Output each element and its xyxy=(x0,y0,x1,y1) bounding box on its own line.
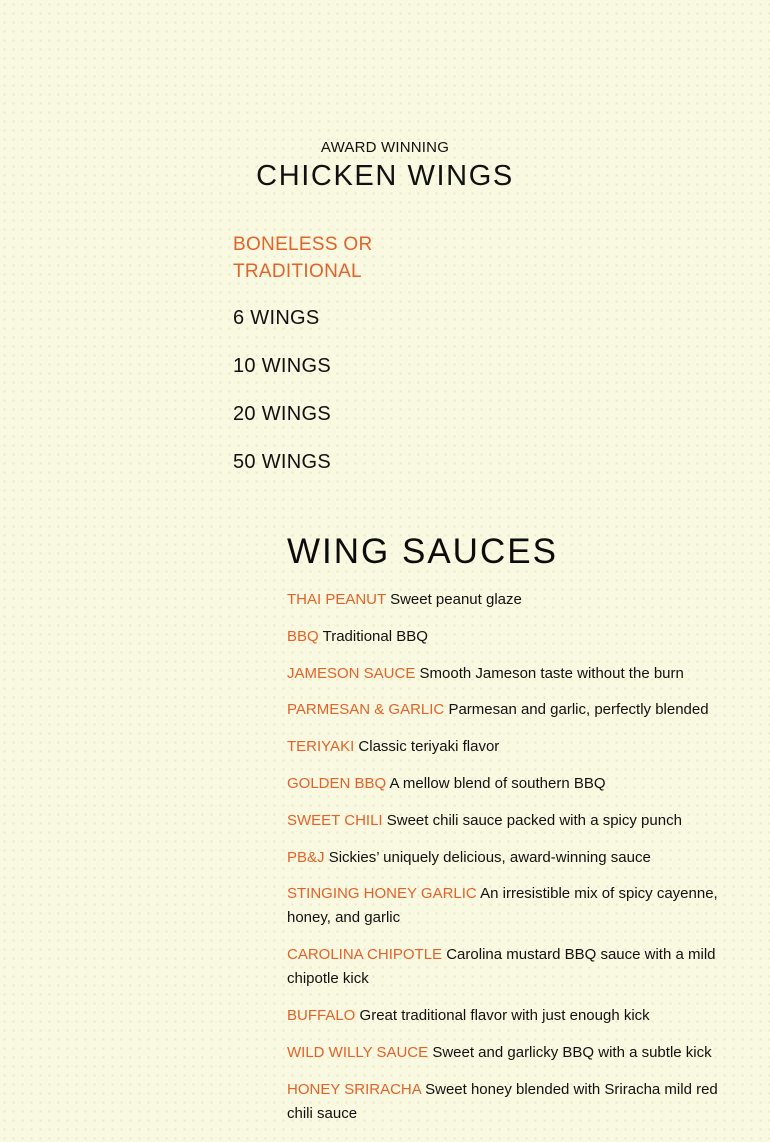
sauce-name: BBQ xyxy=(287,627,319,645)
sauce-name: GOLDEN BBQ xyxy=(287,774,387,792)
sauce-name: HONEY SRIRACHA xyxy=(287,1080,421,1098)
award-label: AWARD WINNING xyxy=(320,139,450,156)
sauce-item xyxy=(287,625,727,649)
sauce-item xyxy=(287,882,727,930)
sauce-name: CAROLINA CHIPOTLE xyxy=(287,946,443,964)
sauce-item xyxy=(287,662,727,686)
sauce-item xyxy=(287,846,727,870)
sauce-item xyxy=(287,735,727,759)
sauce-name: BUFFALO xyxy=(287,1006,356,1024)
wing-size-list xyxy=(233,305,331,497)
sauce-name: PB&J xyxy=(287,848,325,866)
sauce-description: Carolina mustard BBQ sauce with a mild chipotle kick xyxy=(287,946,716,988)
sauce-description: An irresistible mix of spicy cayenne, honey, and garlic xyxy=(287,885,718,927)
sauce-item xyxy=(287,1078,727,1126)
sauce-item xyxy=(287,772,727,796)
sauce-item xyxy=(287,698,727,722)
sauce-description: Sweet honey blended with Sriracha mild red chili sauce xyxy=(287,1080,718,1122)
wing-size-item: 20 WINGS xyxy=(233,403,331,425)
sauce-description: Parmesan and garlic, perfectly blended xyxy=(448,701,709,719)
sauce-name: SWEET CHILI xyxy=(287,811,383,829)
wing-size-item: 6 WINGS xyxy=(233,307,320,329)
sauce-description: Traditional BBQ xyxy=(322,627,428,645)
wing-size-item: 50 WINGS xyxy=(233,451,331,473)
sauce-name: WILD WILLY SAUCE xyxy=(287,1043,429,1061)
sauce-item xyxy=(287,588,727,612)
page-title: CHICKEN WINGS xyxy=(256,160,514,192)
wing-style-heading: BONELESS OR TRADITIONAL xyxy=(233,234,373,282)
sauce-description: Sweet and garlicky BBQ with a subtle kick xyxy=(432,1043,712,1061)
sauce-item xyxy=(287,1041,727,1065)
sauce-description: Great traditional flavor with just enough kick xyxy=(359,1006,650,1024)
sauce-item xyxy=(287,1004,727,1028)
sauce-name: THAI PEANUT xyxy=(287,591,386,608)
sauce-name: PARMESAN & GARLIC xyxy=(287,701,445,719)
sauce-description: Sickies’ uniquely delicious, award-winning sauce xyxy=(328,848,651,866)
sauce-list xyxy=(287,588,727,1138)
sauces-heading: WING SAUCES xyxy=(287,532,558,571)
sauce-description: Classic teriyaki flavor xyxy=(358,738,500,756)
wing-size-item: 10 WINGS xyxy=(233,355,331,377)
sauce-name: TERIYAKI xyxy=(287,738,355,756)
sauce-description: Sweet peanut glaze xyxy=(390,591,522,608)
sauce-description: Sweet chili sauce packed with a spicy punch xyxy=(386,811,682,829)
sauce-item xyxy=(287,943,727,991)
sauce-name: JAMESON SAUCE xyxy=(287,664,416,682)
sauce-description: Smooth Jameson taste without the burn xyxy=(419,664,684,682)
sauce-item xyxy=(287,809,727,833)
sauce-name: STINGING HONEY GARLIC xyxy=(287,885,477,903)
sauce-description: A mellow blend of southern BBQ xyxy=(389,774,606,792)
